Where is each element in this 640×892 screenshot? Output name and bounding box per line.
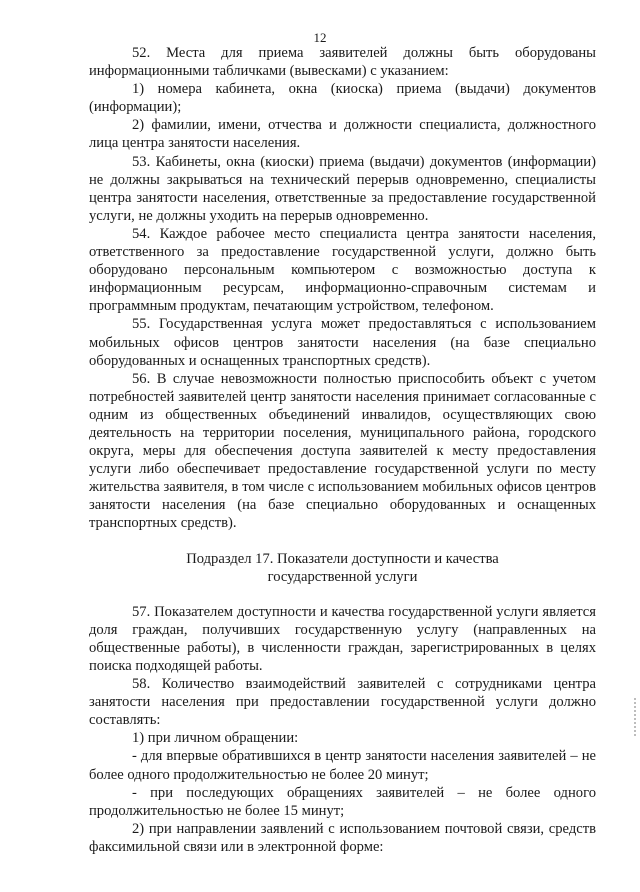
subsection-heading-line-2: государственной услуги [267,568,418,585]
paragraph-52-item-2: 2) фамилии, имени, отчества и должности специалиста, должностного лица центра занятости населения. [89,117,596,152]
paragraph-52: 52. Места для приема заявителей должны быть оборудованы информационными табличками (вывесками) с указанием: [89,45,596,80]
subsection-heading [89,550,596,586]
paragraph-58-item-1: 1) при личном обращении: [132,730,299,747]
document-body [89,44,596,856]
paragraph-55: 55. Государственная услуга может предоставляться с использованием мобильных офисов центров занятости населения (на базе специально оборудованных и оснащенных транспортных средств). [89,316,596,369]
paragraph-58-item-2: 2) при направлении заявлений с использованием почтовой связи, средств факсимильной связи или в электронной форме: [89,820,596,855]
paragraph-58-item-1-first-visit: - для впервые обратившихся в центр занятости населения заявителей – не более одного продолжительностью не более 20 минут; [89,748,596,783]
subsection-heading-line-1: Подраздел 17. Показатели доступности и качества [186,550,499,567]
paragraph-56: 56. В случае невозможности полностью приспособить объект с учетом потребностей заявителей центр занятости населения принимает согласованные с одним из общественных объединений инвалидов, осуществляющих свою деятельность на территории поселения, муниципального района, городского округа, меры для обеспечения доступа заявителей к месту предоставления услуги либо обеспечивает предоставление государственной услуги по месту жительства заявителя, в том числе с использованием мобильных офисов центров занятости населения (на базе специально оборудованных и оснащенных транспортных средств). [89,370,596,532]
paragraph-53: 53. Кабинеты, окна (киоски) приема (выдачи) документов (информации) не должны закрываться на технический перерыв одновременно, специалисты центра занятости населения, ответственные за предоставление государственной услуги, не должны уходить на перерыв одновременно. [89,153,596,224]
paragraph-58-item-1-repeat-visit: - при последующих обращениях заявителей – не более одного продолжительностью не более 15 минут; [89,784,596,819]
paragraph-54: 54. Каждое рабочее место специалиста центра занятости населения, ответственного за предоставление государственной услуги, должно быть оборудовано персональным компьютером с возможностью доступа к информационным ресурсам, информационно-справочным системам и программным продуктам, печатающим устройством, телефоном. [89,225,596,315]
paragraph-52-item-1: 1) номера кабинета, окна (киоска) приема (выдачи) документов (информации); [89,81,596,116]
page-number: 12 [313,30,327,45]
paragraph-57: 57. Показателем доступности и качества государственной услуги является доля граждан, получивших государственную услугу (направленных на общественные работы), в численности граждан, зарегистрированных в целях поиска подходящей работы. [89,603,596,674]
scan-edge-mark [634,698,636,738]
paragraph-58: 58. Количество взаимодействий заявителей с сотрудниками центра занятости населения при предоставлении государственной услуги должно составлять: [89,676,596,729]
